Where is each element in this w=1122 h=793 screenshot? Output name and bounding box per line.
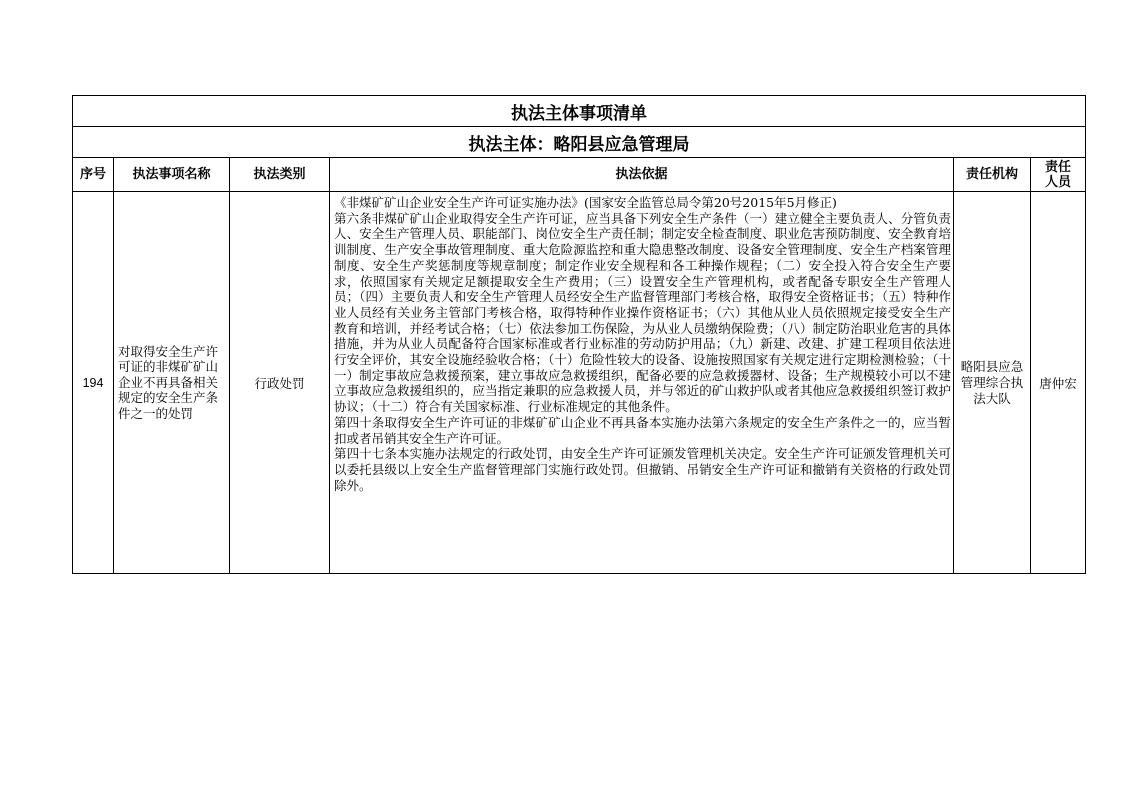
header-row: [73, 158, 1086, 192]
row-person: 唐仲宏: [1031, 192, 1086, 574]
basis-source: 《非煤矿矿山企业安全生产许可证实施办法》(国家安全监管总局令第20号2015年5月修正): [334, 195, 837, 210]
row-item-name: 对取得安全生产许可证的非煤矿矿山企业不再具备相关规定的安全生产条件之一的处罚: [114, 192, 230, 574]
enforcement-matters-table: [72, 95, 1086, 574]
basis-article-47: 第四十七条本实施办法规定的行政处罚，由安全生产许可证颁发管理机关决定。安全生产许可证颁发管理机关可以委托县级以上安全生产监督管理部门实施行政处罚。但撤销、吊销安全生产许可证和撤销有关资格的行政处罚除外。: [334, 446, 951, 493]
header-basis: 执法依据: [330, 158, 954, 192]
basis-article-40: 第四十条取得安全生产许可证的非煤矿矿山企业不再具备本实施办法第六条规定的安全生产条件之一的，应当暂扣或者吊销其安全生产许可证。: [334, 414, 951, 446]
row-basis: [330, 192, 954, 574]
row-number: 194: [73, 192, 114, 574]
header-item-name: 执法事项名称: [114, 158, 230, 192]
row-agency: 略阳县应急管理综合执法大队: [954, 192, 1031, 574]
header-agency: 责任机构: [954, 158, 1031, 192]
header-person: 责任人员: [1031, 158, 1086, 192]
basis-article-6: 第六条非煤矿矿山企业取得安全生产许可证，应当具备下列安全生产条件（一）建立健全主要负责人、分管负责人、安全生产管理人员、职能部门、岗位安全生产责任制；制定安全检查制度、职业危害预防制度、安全教育培训制度、生产安全事故管理制度、重大危险源监控和重大隐患整改制度、设备安全管理制度、安全生产档案管理制度、安全生产奖惩制度等规章制度；制定作业安全规程和各工种操作规程；（二）安全投入符合安全生产要求，依照国家有关规定足额提取安全生产费用；（三）设置安全生产管理机构，或者配备专职安全生产管理人员；（四）主要负责人和安全生产管理人员经安全生产监督管理部门考核合格，取得安全资格证书；（五）特种作业人员经有关业务主管部门考核合格，取得特种作业操作资格证书；（六）其他从业人员依照规定接受安全生产教育和培训，并经考试合格；（七）依法参加工伤保险，为从业人员缴纳保险费；（八）制定防治职业危害的具体措施，并为从业人员配备符合国家标准或者行业标准的劳动防护用品；（九）新建、改建、扩建工程项目依法进行安全评价，其安全设施经验收合格；（十）危险性较大的设备、设施按照国家有关规定进行定期检测检验；（十一）制定事故应急救援预案，建立事故应急救援组织，配备必要的应急救援器材、设备；生产规模较小可以不建立事故应急救援组织的，应当指定兼职的应急救援人员，并与邻近的矿山救护队或者其他应急救援组织签订救护协议；（十二）符合有关国家标准、行业标准规定的其他条件。: [334, 210, 951, 415]
header-category: 执法类别: [230, 158, 330, 192]
row-category: 行政处罚: [230, 192, 330, 574]
table-row: [73, 192, 1086, 574]
enforcement-subject: 执法主体：略阳县应急管理局: [73, 127, 1086, 158]
document-title: 执法主体事项清单: [73, 96, 1086, 127]
header-number: 序号: [73, 158, 114, 192]
